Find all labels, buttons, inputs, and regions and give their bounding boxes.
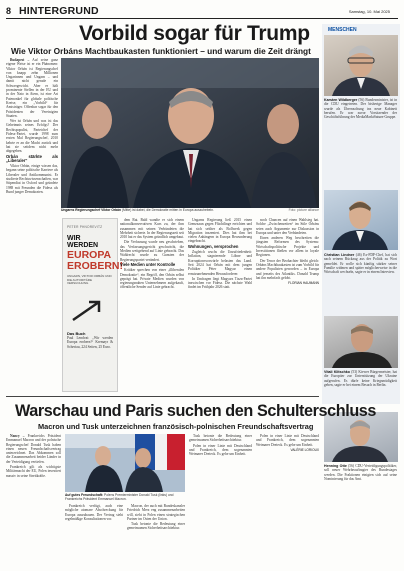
article2-photo-caption xyxy=(65,494,185,502)
article2-photo xyxy=(65,434,185,492)
paragraph: Der Tenor der Beobachter bleibt gleich: Orbáns Machtbaukasten ist zum Vorbild für andere Populisten geworden – in Europa und jenseits des Atlantiks. Donald Trump hat ihn mehrfach gelobt. xyxy=(256,258,319,280)
main-photo-caption xyxy=(61,209,319,213)
paragraph: noch Chancen auf einen Wahlsieg hat. Solche „Zwischenzeiten“ im Stile Orbáns seien auch Argumente zur Diskussion in Europa und unter den Verbündeten. xyxy=(256,218,319,235)
article2-column-4 xyxy=(189,434,252,568)
book-title-2: EUROPA xyxy=(67,249,112,261)
person-photo-lindner xyxy=(324,190,398,250)
book-box xyxy=(62,218,124,392)
article-deck: Wie Viktor Orbáns Machtbaukasten funktioniert – und warum die Zeit drängt xyxy=(11,46,311,56)
person-age: (56) xyxy=(348,464,355,468)
person-text-wildberger xyxy=(324,98,397,198)
person-text-otte xyxy=(324,464,397,564)
paragraph: Zugleich wuchs die Unzufriedenheit: Inflation, stagnierende Löhne und Korruptionsvorwürfe belasten das Land. Seit 2024 hat Orbán mit dem jungen Politiker Péter Magyar einen ernstzunehmenden Herausforderer. xyxy=(188,250,252,276)
paragraph: Einen anderen Weg beschreiten die jüngsten Reformen des Systems: Wirtschaftspolitische Projekte und Investitionen fließen vor allem in loyale Regionen. xyxy=(256,236,319,258)
paragraph: Die Verfassung wurde neu geschrieben, das Verfassungsgericht geschwächt, die Medien weitgehend auf Linie gebracht. Das Wahlrecht wurde zu Gunsten der Regierungspartei verändert. xyxy=(120,240,184,262)
person-age: (46) xyxy=(355,253,362,257)
person-description: CDU-Verteidigungspolitiker, soll neuer Wehrbeauftragter des Bundestages werden. Die Fraktionen einigten sich auf seine Nominierung für das Amt. xyxy=(324,464,397,481)
section-title: HINTERGRUND xyxy=(19,5,99,17)
dateline: Nancy – xyxy=(10,434,25,438)
paragraph: Polen in einer Linie mit Deutschland und Frankreich, dem sogenannten Weimarer Dreieck. Es gehe um Einheit. xyxy=(189,443,252,457)
person-age: (53) xyxy=(351,370,358,374)
paragraph: Kritiker sprechen von einer „illiberalen Demokratie“, ein Begriff, den Orbán selbst geprägt hat. Private Medien wurden von regierungsnahen Unternehmern aufgekauft, öffentliche Sender auf Linie gebracht. xyxy=(120,268,184,290)
paragraph: In Umfragen liegt Magyars Tisza-Partei inzwischen vor Fidesz. Die nächste Wahl findet im Frühjahr 2026 statt. xyxy=(188,276,252,290)
caption-bold: Ungarns Regierungschef Viktor Orbán xyxy=(61,208,122,212)
article2-column-3 xyxy=(127,504,185,568)
article-column-4 xyxy=(256,218,319,390)
paragraph: Wer ist Orbán und was ist das Geheimnis seines Erfolgs? Der Rechtspopulist, Parteichef der Fidesz-Partei, wurde 1998 zum ersten Mal Regierungschef, 2010 kehrte er an die Macht zurück und hat sie seitdem nicht mehr abgegeben. xyxy=(6,119,58,154)
article2-column-1 xyxy=(6,434,61,568)
article-column-2 xyxy=(120,218,184,390)
person-description: Kiewer Bürgermeister, hat die Europäer zur Unterstützung der Ukraine aufgerufen. Es dürfe keine Kriegsmüdigkeit geben, sagte er bei einem Besuch in Berlin. xyxy=(324,370,397,387)
article-headline: Vorbild sogar für Trump xyxy=(79,22,310,45)
subheading: Wohnungen, versprochen xyxy=(188,243,239,249)
portrait-illustration xyxy=(324,190,398,250)
person-description: Ex-FDP-Chef, hat sich nach seinem Rückzug aus der Politik zu Wort gemeldet. Er wolle sich künftig stärker seiner Familie widmen und später möglicherweise in die Wirtschaft wechseln, sagte er in einem Interview. xyxy=(324,253,397,275)
paragraph: Macron, der auch mit Bundeskanzler Friedrich Merz eng zusammenarbeiten will, sieht in Polen einen strategischen Partner im Osten der Union. xyxy=(127,504,185,521)
page-number: 8 xyxy=(6,6,12,16)
person-photo-wildberger xyxy=(324,35,398,96)
person-photo-klitschko xyxy=(324,316,398,368)
person-name: Karsten Wildberger xyxy=(324,98,358,102)
article-divider xyxy=(6,396,319,397)
article2-deck: Macron und Tusk unterzeichnen französisch-polnischen Freundschaftsvertrag xyxy=(38,422,314,431)
book-title-3: EROBERN! xyxy=(67,260,124,272)
book-footer xyxy=(67,332,113,382)
book-author: PETER PHNOREVITZ xyxy=(67,225,103,229)
subheading: Viele Medien unter Kontrolle xyxy=(120,261,176,267)
person-text-lindner xyxy=(324,253,397,313)
byline: VALÉRIE LORIOUX xyxy=(290,447,319,452)
paragraph: dem Rat. Bald wandte er sich einem nationalkonservativen Kurs zu, der ihm zusammen mit seinen Verbündeten die Mehrheit sicherte. In der Regierungszeit seit 2010 hat er das System gründlich umgebaut. xyxy=(120,218,184,240)
book-footer-text: Paul Lendvai: „Wir werden Europa erobern!“ Kremayr & Scheriau, 224 Seiten, 25 Euro. xyxy=(67,336,113,349)
arrow-icon xyxy=(63,296,117,326)
caption-text: (Mitte) ist dabei, die Demokratie mitten in Europa auszuhebeln. xyxy=(121,208,214,212)
caption-bold: Auf gutes Freundschaft: xyxy=(65,493,104,497)
paragraph: Viktor Orbán, einige wissen das, begann seine politische Karriere als Liberaler und Antikommunist. Er studierte Rechtswissenschaften, war Stipendiat in Oxford und gründete 1988 mit Freunden die Fidesz als Bund junger Demokraten. xyxy=(6,164,58,194)
article-column-3 xyxy=(188,218,252,390)
person-description: Bundesminister, ist in die CDU eingetreten. Der bisherige Manager wurde als Überraschung ins neue Kabinett berufen. Er war zuvor Vorsitzender der Geschäftsführung der MediaMarktSaturn-Gruppe. xyxy=(324,98,397,120)
paragraph: Tusk betonte die Bedeutung einer gemeinsamen Sicherheitsarchitektur. xyxy=(127,522,185,531)
photo-credit: Foto: picture alliance xyxy=(288,208,319,212)
issue-date: Samstag, 10. Mai 2025 xyxy=(348,9,390,14)
book-title-1: WIR WERDEN xyxy=(67,235,99,249)
article2-column-5 xyxy=(256,434,319,568)
main-photo xyxy=(61,58,319,208)
subheading: Orbán stärkte als „Liberaler“ xyxy=(6,153,58,163)
portrait-illustration xyxy=(324,35,398,96)
byline: FLORIAN HAUMANN xyxy=(288,281,319,286)
person-name: Henning Otte xyxy=(324,464,347,468)
person-name: Christian Lindner xyxy=(324,253,355,257)
paragraph: Ungarns Regierung ließ 2015 einen Grenzzaun gegen Flüchtlinge errichten und hat sich seither als Bollwerk gegen Migration inszeniert. Dies hat ihm bei vielen Anhängern in Europa Bewunderung eingebracht. xyxy=(188,218,252,244)
book-subtitle: UNGARN, VIKTOR ORBÁN UND DIE AUTORITÄRE VERSUCHUNG xyxy=(67,274,112,286)
caption-text: Polens Premierminister Donald Tusk (links) und Frankreichs Präsident Emmanuel Macron. xyxy=(65,493,174,501)
portrait-illustration xyxy=(324,316,398,368)
photo-illustration xyxy=(65,434,185,492)
paragraph: Auf seine ganz eigene Weise ist er ein Phänomen: Viktor Orbán ist Regierungschef von knapp zehn Millionen Ungarinnen und Ungarn – und damit nicht gerade ein Schwergewicht. Aber er hält prominente Stellen in der EU und in der Nato in Atem, ist eine Art Patenonkel für globale politische Kreise, ein „Vorbild“ für Amtsträger. Offenbar sogar für den Präsidenten der Vereinigten Staaten. xyxy=(6,58,58,118)
article2-column-2 xyxy=(65,504,123,568)
person-name: Vitali Klitschko xyxy=(324,370,350,374)
article-column-1 xyxy=(6,58,58,390)
book-footer-title: Das Buch xyxy=(67,331,86,336)
header-rule xyxy=(6,18,398,19)
paragraph: Frankreich verfügt, auch eine mögliche atomare Abschreckung für Europa auszubauen. Der Vertrag sieht regelmäßige Konsultationen vor. xyxy=(65,504,123,521)
sidebar-header: MENSCHEN xyxy=(328,27,357,33)
paragraph: Frankreichs Präsident Emmanuel Macron und der polnische Regierungschef Donald Tusk haben einen neuen Freundschaftsvertrag unterzeichnet. Das Abkommen soll die Zusammenarbeit beider Länder in der Verteidigung vertiefen. xyxy=(6,434,61,464)
paragraph: Tusk betonte die Bedeutung einer gemeinsamen Sicherheitsarchitektur. xyxy=(189,434,252,443)
person-age: (56) xyxy=(358,98,365,102)
paragraph: Polen in einer Linie mit Deutschland und Frankreich, dem sogenannten Weimarer Dreieck. Es gehe um Einheit. xyxy=(256,434,319,447)
photo-illustration xyxy=(61,58,319,208)
dateline: Budapest – xyxy=(10,58,30,62)
article2-headline: Warschau und Paris suchen den Schulterschluss xyxy=(15,402,377,420)
paragraph: Frankreich gilt als wichtigste Militärmacht der EU, Polen investiert massiv in seine Streitkräfte. xyxy=(6,465,61,478)
